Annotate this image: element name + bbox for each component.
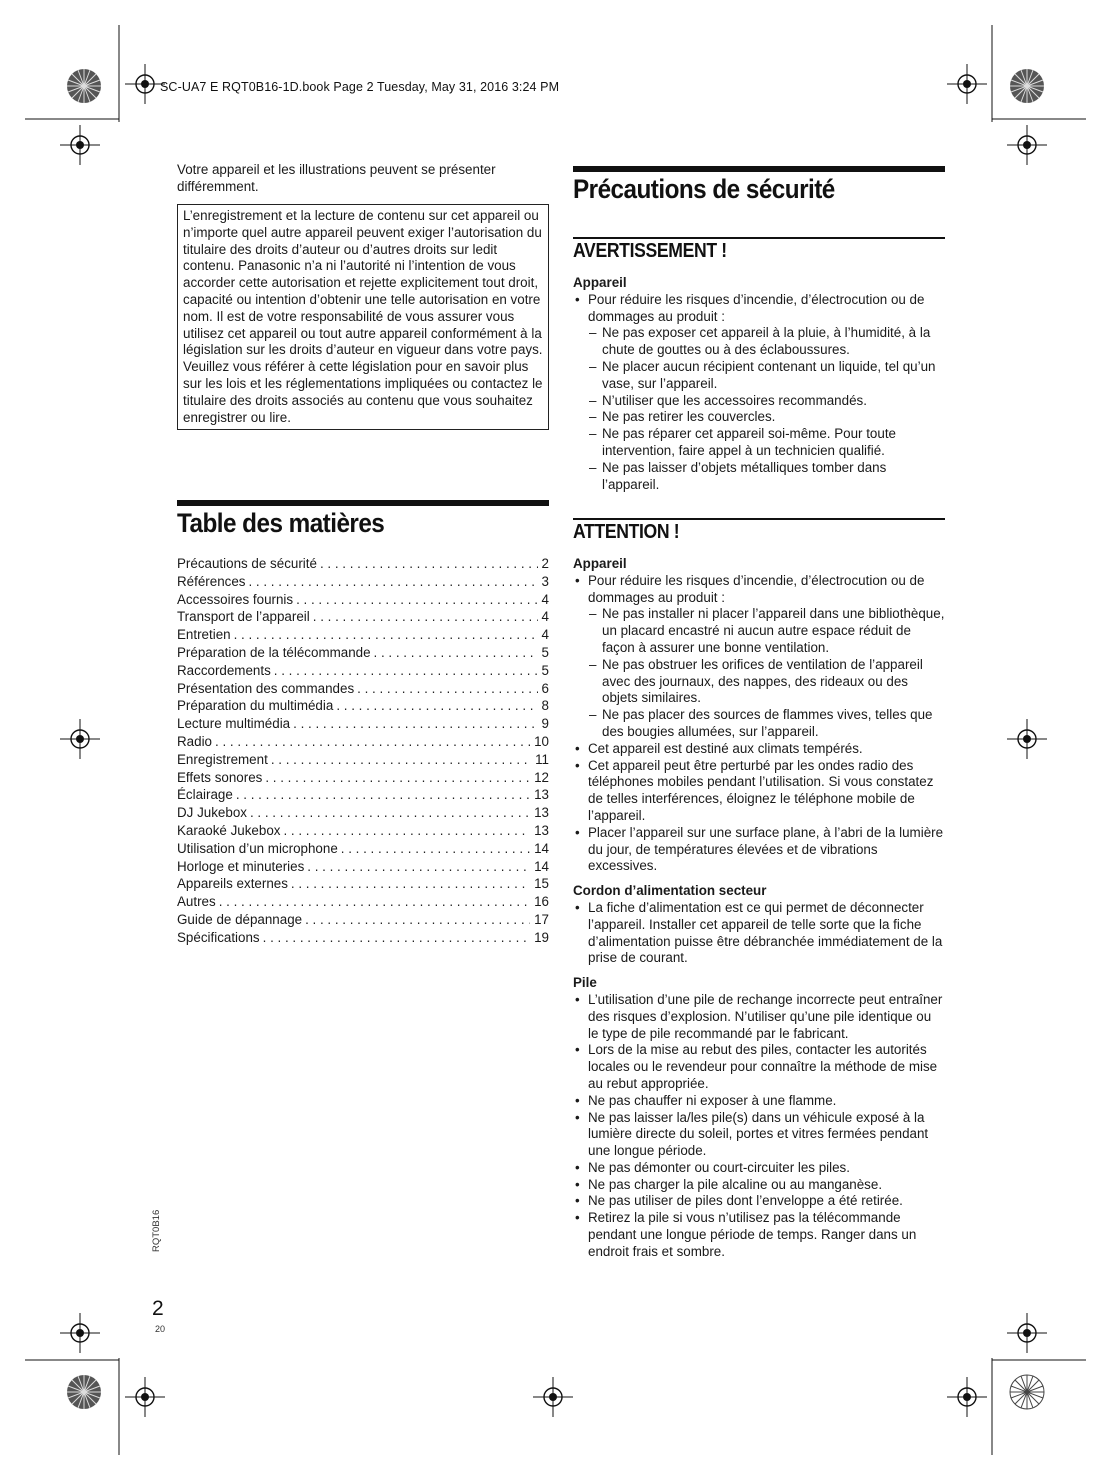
toc-label: Effets sonores bbox=[177, 769, 263, 785]
toc-row bbox=[177, 929, 549, 947]
warning-rule bbox=[573, 237, 945, 239]
toc-page-number: 8 bbox=[541, 698, 549, 714]
caution-dash-item: – Ne pas obstruer les orifices de ventilation de l’appareil avec des journaux, des nappes, des rideaux ou des objets similaires. bbox=[573, 657, 945, 707]
toc-page-number: 5 bbox=[541, 644, 549, 660]
toc-leader-dots bbox=[291, 875, 530, 893]
book-header: SC-UA7 E RQT0B16-1D.book Page 2 Tuesday, May 31, 2016 3:24 PM bbox=[160, 80, 560, 94]
power-cord-heading: Cordon d’alimentation secteur bbox=[573, 883, 767, 899]
toc-leader-dots bbox=[263, 929, 530, 947]
toc-label: Lecture multimédia bbox=[177, 716, 291, 732]
toc-page-number: 12 bbox=[534, 769, 549, 785]
caution-bullet: • Cet appareil peut être perturbé par les ondes radio des téléphones mobiles pendant l’utilisation. Si vous constatez de telles interférences, éloignez le téléphone mobile de l’appareil. bbox=[573, 758, 945, 825]
toc-page-number: 14 bbox=[534, 858, 549, 874]
toc-page-number: 3 bbox=[541, 573, 549, 589]
toc-page-number: 13 bbox=[534, 822, 549, 838]
warning-dash-item: – N’utiliser que les accessoires recommandés. bbox=[573, 393, 945, 410]
toc-label: Accessoires fournis bbox=[177, 591, 294, 607]
caution-bullet: • Pour réduire les risques d’incendie, d’électrocution ou de dommages au produit : bbox=[573, 573, 945, 607]
toc-leader-dots bbox=[305, 911, 530, 929]
toc-label: Autres bbox=[177, 894, 216, 910]
toc-title: Table des matières bbox=[177, 508, 385, 538]
toc-row bbox=[177, 662, 549, 680]
toc-label: Éclairage bbox=[177, 787, 233, 803]
toc-label: Préparation du multimédia bbox=[177, 698, 334, 714]
battery-bullet: • L’utilisation d’une pile de rechange incorrecte peut entraîner des risques d’explosion. N’utiliser qu’une pile identique ou le type de pile recommandé par le fabricant. bbox=[573, 992, 945, 1042]
toc-row bbox=[177, 626, 549, 644]
toc-leader-dots bbox=[336, 697, 537, 715]
toc-page-number: 13 bbox=[534, 787, 549, 803]
caution-bullet: • Cet appareil est destiné aux climats tempérés. bbox=[573, 741, 945, 758]
toc-row bbox=[177, 573, 549, 591]
toc-leader-dots bbox=[265, 769, 530, 787]
toc-row bbox=[177, 858, 549, 876]
warning-title: AVERTISSEMENT ! bbox=[573, 240, 727, 262]
toc-leader-dots bbox=[313, 608, 538, 626]
toc-page-number: 16 bbox=[534, 894, 549, 910]
intro-text: Votre appareil et les illustrations peuvent se présenter différemment. bbox=[177, 162, 496, 194]
toc-page-number: 11 bbox=[535, 751, 549, 767]
warning-dash-item: – Ne pas laisser d’objets métalliques tomber dans l’appareil. bbox=[573, 460, 945, 494]
toc-leader-dots bbox=[307, 858, 530, 876]
toc-leader-dots bbox=[234, 626, 538, 644]
power-cord-bullet: • La fiche d’alimentation est ce qui permet de déconnecter l’appareil. Installer cet appareil de telle sorte que la fiche d’alimentation puisse être débranchée immédiatement de la prise de courant. bbox=[573, 900, 945, 967]
toc-page-number: 4 bbox=[541, 591, 549, 607]
toc-row bbox=[177, 893, 549, 911]
page-total: 20 bbox=[155, 1324, 166, 1334]
toc-leader-dots bbox=[215, 733, 530, 751]
toc-leader-dots bbox=[271, 751, 531, 769]
caution-dash-item: – Ne pas installer ni placer l’appareil dans une bibliothèque, un placard encastré ni aucun autre espace réduit de façon à assurer une bonne ventilation. bbox=[573, 606, 945, 656]
toc-row bbox=[177, 875, 549, 893]
toc-label: Appareils externes bbox=[177, 876, 288, 892]
toc-row bbox=[177, 733, 549, 751]
caution-block bbox=[573, 556, 945, 1261]
toc-leader-dots bbox=[374, 644, 538, 662]
battery-bullet: • Ne pas laisser la/les pile(s) dans un véhicule exposé à la lumière directe du soleil, portes et vitres fermées pendant une longue période. bbox=[573, 1110, 945, 1160]
toc-page-number: 17 bbox=[534, 911, 549, 927]
battery-bullet: • Ne pas démonter ou court-circuiter les piles. bbox=[573, 1160, 945, 1177]
toc-row bbox=[177, 804, 549, 822]
warning-dash-item: – Ne pas exposer cet appareil à la pluie, à l’humidité, à la chute de gouttes ou à des éclaboussures. bbox=[573, 325, 945, 359]
safety-title-bar bbox=[573, 166, 945, 172]
toc-leader-dots bbox=[296, 591, 537, 609]
warning-dash-item: – Ne pas réparer cet appareil soi-même. Pour toute intervention, faire appel à un technicien qualifié. bbox=[573, 426, 945, 460]
toc-leader-dots bbox=[219, 893, 530, 911]
toc-row bbox=[177, 697, 549, 715]
toc-label: Raccordements bbox=[177, 662, 271, 678]
toc-label: DJ Jukebox bbox=[177, 805, 247, 821]
toc-label: Présentation des commandes bbox=[177, 680, 355, 696]
caution-bullet: • Placer l’appareil sur une surface plane, à l’abri de la lumière du jour, de températures élevées et de vibrations excessives. bbox=[573, 825, 945, 875]
toc-page-number: 4 bbox=[541, 627, 549, 643]
toc-page-number: 5 bbox=[541, 662, 549, 678]
toc-label: Entretien bbox=[177, 627, 231, 643]
toc-row bbox=[177, 644, 549, 662]
toc-page-number: 13 bbox=[534, 805, 549, 821]
toc-page-number: 9 bbox=[541, 716, 549, 732]
toc-label: Précautions de sécurité bbox=[177, 556, 317, 571]
toc-leader-dots bbox=[248, 573, 537, 591]
caution-dash-item: – Ne pas placer des sources de flammes vives, telles que des bougies allumées, sur l’appareil. bbox=[573, 707, 945, 741]
page-number: 2 bbox=[152, 1297, 164, 1320]
warning-dash-item: – Ne placer aucun récipient contenant un liquide, tel qu’un vase, sur l’appareil. bbox=[573, 359, 945, 393]
copyright-notice-box: L’enregistrement et la lecture de contenu sur cet appareil ou n’importe quel autre appareil peuvent exiger l’autorisation du titulaire des droits d’auteur ou d’autres droits sur ledit contenu. Panasonic n’a ni l’autorité ni l’intention de vous accorder cette autorisation et rejette explicitement tout droit, capacité ou intention d’obtenir une telle autorisation en votre nom. Il est de votre responsabilité de vous assurer vous utilisez cet appareil ou tout autre appareil conformément à la législation sur les droits d’auteur en vigueur dans votre pays. Veuillez vous référer à cette législation pour en savoir plus sur les lois et les réglementations impliquées ou contactez le titulaire des droits associés au contenu que vous souhaitez enregistrer ou lire. bbox=[177, 204, 549, 430]
toc-label: Transport de l’appareil bbox=[177, 609, 310, 625]
battery-bullet: • Lors de la mise au rebut des piles, contacter les autorités locales ou le revendeur pour connaître la méthode de mise au rebut appropriée. bbox=[573, 1042, 945, 1092]
doc-code: RQT0B16 bbox=[151, 1209, 162, 1252]
toc-leader-dots bbox=[250, 804, 530, 822]
toc-row bbox=[177, 715, 549, 733]
toc-row bbox=[177, 911, 549, 929]
caution-appareil-heading: Appareil bbox=[573, 556, 627, 571]
toc-label: Horloge et minuteries bbox=[177, 858, 305, 874]
battery-bullet: • Ne pas utiliser de piles dont l’enveloppe a été retirée. bbox=[573, 1193, 945, 1210]
toc-row bbox=[177, 680, 549, 698]
toc-label: Références bbox=[177, 573, 246, 589]
toc-row bbox=[177, 840, 549, 858]
toc-label: Spécifications bbox=[177, 929, 260, 945]
toc-page-number: 10 bbox=[534, 733, 549, 749]
toc-row bbox=[177, 786, 549, 804]
toc-label: Préparation de la télécommande bbox=[177, 644, 371, 660]
toc-page-number: 19 bbox=[534, 929, 549, 945]
toc-row bbox=[177, 769, 549, 787]
toc-label: Guide de dépannage bbox=[177, 911, 303, 927]
toc-leader-dots bbox=[283, 822, 530, 840]
safety-title: Précautions de sécurité bbox=[573, 174, 835, 204]
table-of-contents bbox=[177, 555, 549, 947]
battery-heading: Pile bbox=[573, 975, 597, 991]
caution-title: ATTENTION ! bbox=[573, 521, 680, 543]
toc-label: Enregistrement bbox=[177, 751, 268, 767]
toc-row bbox=[177, 822, 549, 840]
toc-leader-dots bbox=[293, 715, 537, 733]
toc-page-number: 4 bbox=[541, 609, 549, 625]
toc-leader-dots bbox=[357, 680, 537, 698]
toc-leader-dots bbox=[274, 662, 538, 680]
toc-page-number: 14 bbox=[534, 840, 549, 856]
toc-row bbox=[177, 751, 549, 769]
warning-dash-item: – Ne pas retirer les couvercles. bbox=[573, 409, 945, 426]
toc-label: Karaoké Jukebox bbox=[177, 822, 281, 838]
toc-page-number: 15 bbox=[534, 876, 549, 892]
toc-row bbox=[177, 555, 549, 573]
warning-block bbox=[573, 275, 945, 493]
toc-leader-dots bbox=[320, 555, 538, 573]
toc-page-number: 2 bbox=[541, 556, 549, 571]
toc-row bbox=[177, 591, 549, 609]
battery-bullet: • Retirez la pile si vous n’utilisez pas la télécommande pendant une longue période de temps. Ranger dans un endroit frais et sombre. bbox=[573, 1210, 945, 1260]
toc-leader-dots bbox=[341, 840, 530, 858]
toc-row bbox=[177, 608, 549, 626]
warning-appareil-heading: Appareil bbox=[573, 275, 627, 290]
toc-leader-dots bbox=[236, 786, 530, 804]
battery-bullet: • Ne pas chauffer ni exposer à une flamme. bbox=[573, 1093, 945, 1110]
battery-bullet: • Ne pas charger la pile alcaline ou au manganèse. bbox=[573, 1177, 945, 1194]
warning-bullet: • Pour réduire les risques d’incendie, d’électrocution ou de dommages au produit : bbox=[573, 292, 945, 326]
toc-title-bar bbox=[177, 500, 549, 506]
caution-rule bbox=[573, 518, 945, 520]
toc-page-number: 6 bbox=[541, 680, 549, 696]
toc-label: Utilisation d’un microphone bbox=[177, 840, 338, 856]
toc-label: Radio bbox=[177, 733, 212, 749]
